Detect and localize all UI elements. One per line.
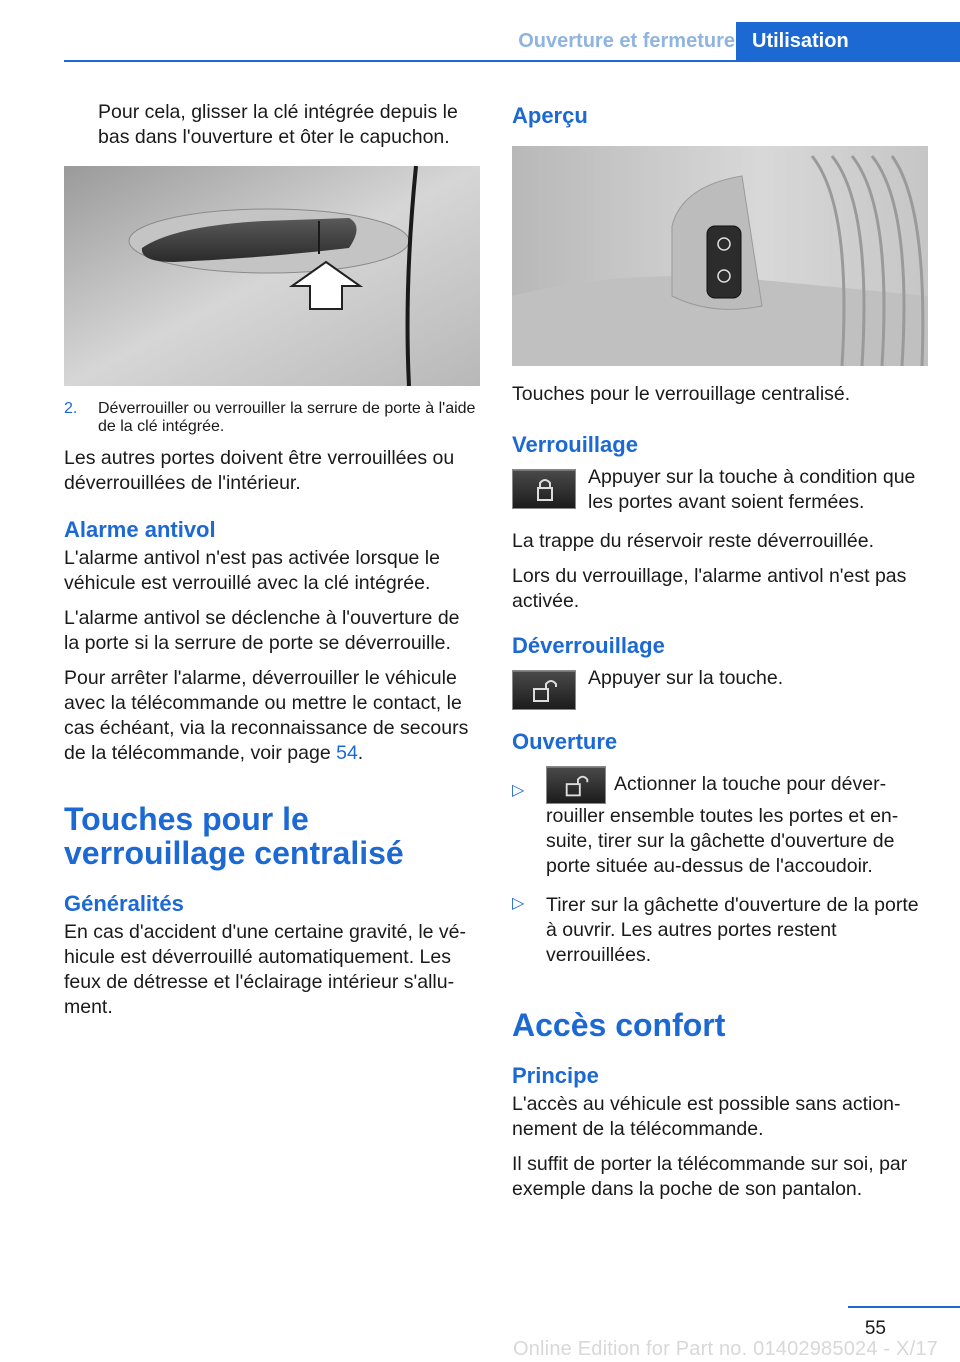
- heading-verrouillage: Verrouillage: [512, 432, 638, 457]
- alarm-paragraph-1: L'alarme antivol n'est pas activée lorsque le véhicule est verrouillé avec la clé intégrée.: [64, 547, 440, 594]
- footer-rule: [848, 1306, 960, 1308]
- photo-caption: Touches pour le verrouillage centralisé.: [512, 383, 851, 405]
- left-column: [64, 100, 480, 1030]
- triangle-right-icon: ▷: [512, 895, 525, 912]
- alarm-paragraph-3: Pour arrêter l'alarme, déverrouiller le véhicule avec la télécommande ou mettre le contact, le cas échéant, via la reconnaissance de secours de la télécommande, voir page 54.: [64, 667, 469, 764]
- lors-text: Lors du verrouillage, l'alarme antivol n'est pas activée.: [512, 565, 907, 612]
- unlock-icon: [512, 670, 576, 710]
- list-item: [512, 766, 928, 879]
- heading-ouverture: Ouverture: [512, 729, 618, 754]
- heading-alarme-antivol: Alarme antivol: [64, 517, 216, 542]
- heading-generalites: Généralités: [64, 891, 184, 916]
- door-handle-photo: [64, 166, 480, 386]
- page-link[interactable]: 54: [336, 742, 358, 764]
- header-section-title: Ouverture et fermeture: [518, 30, 735, 52]
- verrouillage-text: Appuyer sur la touche à condition que les portes avant soient fermées.: [588, 466, 916, 513]
- unlock-icon: [546, 766, 606, 804]
- bullet-text: Tirer sur la gâchette d'ouverture de la porte à ouvrir. Les autres portes restent verrouillées.: [546, 894, 919, 966]
- verrouillage-row: [512, 465, 928, 515]
- deverrouillage-row: [512, 666, 928, 710]
- heading-acces-confort: Accès confort: [512, 1007, 726, 1043]
- page-number: 55: [864, 1318, 886, 1339]
- step-text: Déverrouiller ou verrouiller la serrure de porte à l'aide de la clé intégrée.: [98, 400, 476, 435]
- list-item: [512, 893, 928, 968]
- step-number: 2.: [64, 400, 78, 417]
- trappe-text: La trappe du réservoir reste déverrouillée.: [512, 530, 875, 552]
- lock-icon: [512, 469, 576, 509]
- intro-text: Pour cela, glisser la clé intégrée depuis le bas dans l'ouverture et ôter le capuchon.: [98, 101, 458, 148]
- principe-paragraph-1: L'accès au véhicule est possible sans actionnement de la télécommande.: [512, 1093, 901, 1140]
- bullet-text: Actionner la touche pour déverrouiller ensemble toutes les portes et ensuite, tirer sur la gâchette d'ouverture de porte située au-dessus de l'accoudoir.: [546, 773, 899, 877]
- footer-edition: Online Edition for Part no. 01402985024 - X/17: [512, 1338, 938, 1360]
- alarm-paragraph-2: L'alarme antivol se déclenche à l'ouverture de la porte si la serrure de porte se déverrouille.: [64, 607, 460, 654]
- page-header: [64, 22, 960, 62]
- generalites-paragraph: En cas d'accident d'une certaine gravité, le véhicule est déverrouillé automatiquement. Les feux de détresse et l'éclairage intérieur s'allument.: [64, 921, 467, 1018]
- heading-touches-verrouillage: Touches pour le verrouillage centralisé: [64, 801, 404, 871]
- header-chapter-tab: Utilisation: [736, 22, 960, 62]
- triangle-right-icon: ▷: [512, 782, 525, 799]
- other-doors-text: Les autres portes doivent être verrouillées ou déverrouillées de l'intérieur.: [64, 447, 455, 494]
- step-2: [64, 400, 480, 436]
- heading-principe: Principe: [512, 1063, 599, 1088]
- lock-buttons-photo: [512, 146, 928, 366]
- deverrouillage-text: Appuyer sur la touche.: [588, 667, 784, 689]
- header-rule: [64, 60, 960, 62]
- principe-paragraph-2: Il suffit de porter la télécommande sur soi, par exemple dans la poche de son pantalon.: [512, 1153, 908, 1200]
- right-column: [512, 100, 928, 1212]
- heading-deverrouillage: Déverrouillage: [512, 633, 665, 658]
- heading-apercu: Aperçu: [512, 103, 588, 128]
